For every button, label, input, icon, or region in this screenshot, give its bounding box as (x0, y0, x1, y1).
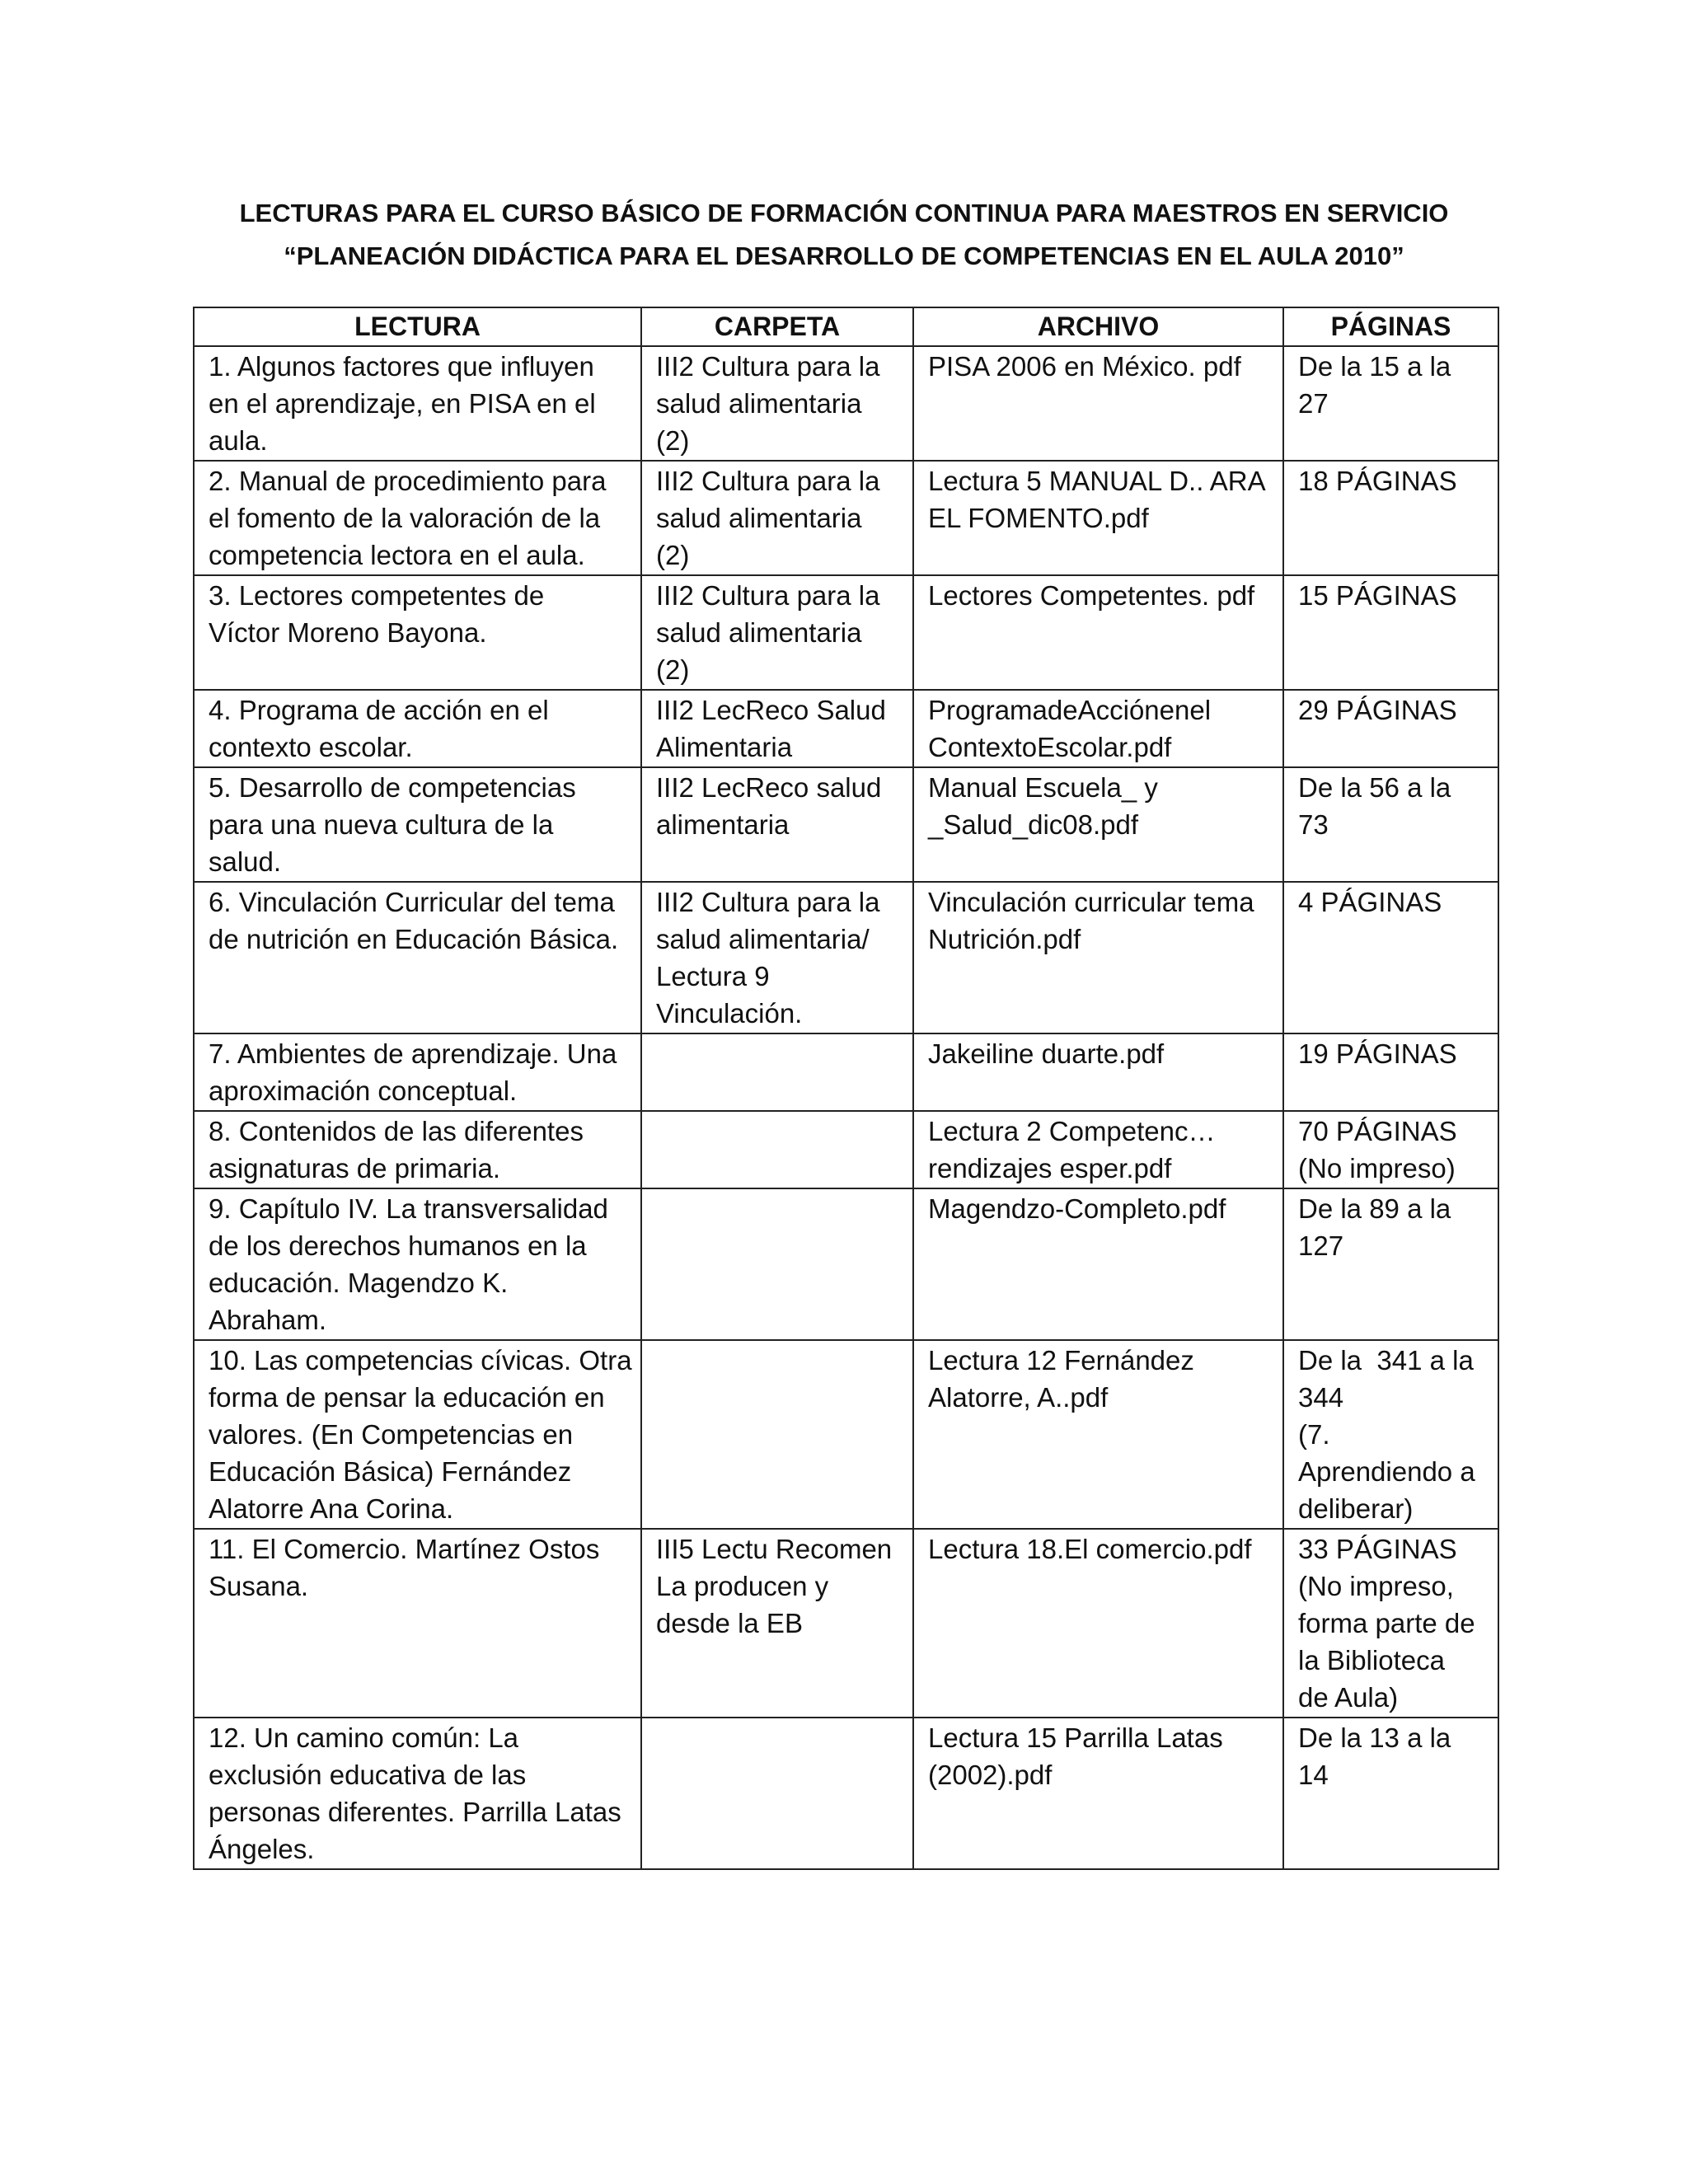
cell-carpeta (641, 1188, 913, 1340)
cell-line: Aprendiendo a (1298, 1456, 1475, 1487)
cell-paginas (1283, 461, 1498, 575)
table-row (194, 461, 1498, 575)
cell-line: 9. Capítulo IV. La transversalidad (209, 1193, 608, 1224)
cell-carpeta (641, 1340, 913, 1529)
cell-lectura (194, 1188, 641, 1340)
cell-line: ProgramadeAcciónenel (928, 695, 1212, 725)
cell-line: contexto escolar. (209, 732, 413, 762)
cell-line: educación. Magendzo K. (209, 1268, 509, 1298)
cell-archivo (913, 1188, 1283, 1340)
readings-table-body (194, 346, 1498, 1869)
cell-line: 344 (1298, 1382, 1344, 1413)
cell-archivo (913, 1718, 1283, 1869)
cell-line: De la 15 a la (1298, 351, 1451, 382)
cell-line: PISA 2006 en México. pdf (928, 351, 1241, 382)
cell-line: 5. Desarrollo de competencias (209, 772, 576, 803)
cell-line: la Biblioteca (1298, 1645, 1445, 1675)
cell-archivo (913, 767, 1283, 882)
cell-line: (2) (656, 654, 690, 685)
cell-archivo (913, 1033, 1283, 1111)
table-row (194, 882, 1498, 1033)
cell-lectura (194, 575, 641, 690)
cell-line: Alatorre, A..pdf (928, 1382, 1109, 1413)
cell-line: 8. Contenidos de las diferentes (209, 1116, 584, 1146)
cell-line: Susana. (209, 1571, 309, 1601)
cell-line: Magendzo-Completo.pdf (928, 1193, 1226, 1224)
cell-line: salud alimentaria/ (656, 924, 870, 954)
cell-carpeta (641, 1718, 913, 1869)
cell-archivo (913, 1111, 1283, 1188)
cell-line: Lectura 9 (656, 961, 770, 991)
cell-lectura (194, 1529, 641, 1718)
cell-line: 127 (1298, 1230, 1344, 1261)
cell-line: 70 PÁGINAS (1298, 1116, 1457, 1146)
cell-line: Lectura 2 Competenc… (928, 1116, 1216, 1146)
cell-line: 15 PÁGINAS (1298, 580, 1457, 611)
cell-carpeta (641, 1529, 913, 1718)
cell-paginas (1283, 1033, 1498, 1111)
cell-line: (2) (656, 425, 690, 456)
cell-line: 12. Un camino común: La (209, 1722, 519, 1753)
cell-line: Vinculación. (656, 998, 803, 1029)
cell-line: Lectura 12 Fernández (928, 1345, 1194, 1376)
cell-lectura (194, 1033, 641, 1111)
cell-line: 6. Vinculación Curricular del tema (209, 887, 615, 917)
table-row (194, 1340, 1498, 1529)
cell-paginas (1283, 882, 1498, 1033)
cell-line: III2 LecReco salud (656, 772, 882, 803)
cell-line: aula. (209, 425, 268, 456)
cell-line: Lectura 15 Parrilla Latas (928, 1722, 1223, 1753)
cell-line: (No impreso) (1298, 1153, 1456, 1183)
cell-carpeta (641, 1033, 913, 1111)
cell-paginas (1283, 690, 1498, 767)
cell-line: rendizajes esper.pdf (928, 1153, 1172, 1183)
cell-line: salud alimentaria (656, 617, 862, 648)
cell-line: III2 Cultura para la (656, 351, 880, 382)
table-row (194, 1188, 1498, 1340)
cell-line: 33 PÁGINAS (1298, 1534, 1457, 1564)
cell-carpeta (641, 882, 913, 1033)
cell-carpeta (641, 690, 913, 767)
header-row (194, 307, 1498, 346)
cell-line: III2 Cultura para la (656, 580, 880, 611)
cell-line: (7. (1298, 1419, 1330, 1450)
cell-line: Abraham. (209, 1305, 327, 1335)
cell-line: Manual Escuela_ y (928, 772, 1158, 803)
table-row (194, 1529, 1498, 1718)
cell-lectura (194, 1111, 641, 1188)
cell-carpeta (641, 461, 913, 575)
cell-line: III2 LecReco Salud (656, 695, 886, 725)
cell-paginas (1283, 1718, 1498, 1869)
cell-lectura (194, 346, 641, 461)
cell-line: en el aprendizaje, en PISA en el (209, 388, 596, 419)
cell-line: III2 Cultura para la (656, 466, 880, 496)
cell-carpeta (641, 575, 913, 690)
cell-line: III5 Lectu Recomen (656, 1534, 893, 1564)
cell-line: valores. (En Competencias en (209, 1419, 574, 1450)
cell-line: forma de pensar la educación en (209, 1382, 605, 1413)
cell-line: de nutrición en Educación Básica. (209, 924, 619, 954)
column-header-archivo: ARCHIVO (913, 307, 1283, 346)
readings-table (193, 307, 1499, 1870)
cell-lectura (194, 882, 641, 1033)
cell-line: forma parte de (1298, 1608, 1475, 1638)
cell-line: Vinculación curricular tema (928, 887, 1254, 917)
cell-line: 29 PÁGINAS (1298, 695, 1457, 725)
table-row (194, 767, 1498, 882)
cell-line: de los derechos humanos en la (209, 1230, 587, 1261)
cell-lectura (194, 1718, 641, 1869)
cell-carpeta (641, 767, 913, 882)
cell-archivo (913, 690, 1283, 767)
cell-line: Lectura 18.El comercio.pdf (928, 1534, 1252, 1564)
table-row (194, 1111, 1498, 1188)
cell-line: Nutrición.pdf (928, 924, 1081, 954)
cell-line: 14 (1298, 1760, 1329, 1790)
cell-line: (2002).pdf (928, 1760, 1053, 1790)
cell-line: Educación Básica) Fernández (209, 1456, 572, 1487)
cell-line: salud alimentaria (656, 503, 862, 533)
cell-line: (No impreso, (1298, 1571, 1454, 1601)
cell-line: asignaturas de primaria. (209, 1153, 501, 1183)
document-title-line-2: “PLANEACIÓN DIDÁCTICA PARA EL DESARROLLO DE COMPETENCIAS EN EL AULA 2010” (284, 241, 1404, 270)
cell-line: 2. Manual de procedimiento para (209, 466, 607, 496)
table-row (194, 1718, 1498, 1869)
column-header-lectura: LECTURA (194, 307, 641, 346)
cell-archivo (913, 1529, 1283, 1718)
cell-lectura (194, 767, 641, 882)
document-title-line-1: LECTURAS PARA EL CURSO BÁSICO DE FORMACIÓN CONTINUA PARA MAESTROS EN SERVICIO (239, 199, 1449, 227)
cell-line: 3. Lectores competentes de (209, 580, 545, 611)
cell-paginas (1283, 575, 1498, 690)
cell-line: exclusión educativa de las (209, 1760, 527, 1790)
cell-archivo (913, 1340, 1283, 1529)
cell-line: competencia lectora en el aula. (209, 540, 585, 570)
cell-carpeta (641, 1111, 913, 1188)
cell-lectura (194, 690, 641, 767)
cell-line: Ángeles. (209, 1834, 315, 1864)
table-row (194, 346, 1498, 461)
cell-line: III2 Cultura para la (656, 887, 880, 917)
cell-line: _Salud_dic08.pdf (928, 809, 1139, 840)
cell-line: (2) (656, 540, 690, 570)
cell-line: De la 13 a la (1298, 1722, 1451, 1753)
column-header-carpeta: CARPETA (641, 307, 913, 346)
cell-lectura (194, 1340, 641, 1529)
cell-line: personas diferentes. Parrilla Latas (209, 1797, 621, 1827)
cell-paginas (1283, 1529, 1498, 1718)
cell-line: 11. El Comercio. Martínez Ostos (209, 1534, 600, 1564)
cell-line: 4 PÁGINAS (1298, 887, 1442, 917)
cell-line: 4. Programa de acción en el (209, 695, 549, 725)
cell-paginas (1283, 346, 1498, 461)
cell-line: 7. Ambientes de aprendizaje. Una (209, 1038, 617, 1069)
cell-archivo (913, 346, 1283, 461)
cell-line: 18 PÁGINAS (1298, 466, 1457, 496)
cell-line: 10. Las competencias cívicas. Otra (209, 1345, 632, 1376)
cell-line: Alatorre Ana Corina. (209, 1493, 454, 1524)
cell-line: salud alimentaria (656, 388, 862, 419)
cell-line: el fomento de la valoración de la (209, 503, 601, 533)
cell-paginas (1283, 767, 1498, 882)
cell-line: De la 341 a la (1298, 1345, 1474, 1376)
cell-paginas (1283, 1188, 1498, 1340)
cell-line: aproximación conceptual. (209, 1076, 518, 1106)
cell-line: Lectores Competentes. pdf (928, 580, 1255, 611)
cell-line: 19 PÁGINAS (1298, 1038, 1457, 1069)
cell-archivo (913, 882, 1283, 1033)
table-row (194, 575, 1498, 690)
cell-line: EL FOMENTO.pdf (928, 503, 1149, 533)
cell-line: De la 89 a la (1298, 1193, 1451, 1224)
table-row (194, 1033, 1498, 1111)
cell-line: para una nueva cultura de la (209, 809, 554, 840)
cell-carpeta (641, 346, 913, 461)
cell-line: 73 (1298, 809, 1329, 840)
cell-line: deliberar) (1298, 1493, 1414, 1524)
cell-archivo (913, 461, 1283, 575)
cell-line: alimentaria (656, 809, 790, 840)
cell-line: Lectura 5 MANUAL D.. ARA (928, 466, 1266, 496)
cell-archivo (913, 575, 1283, 690)
cell-line: Jakeiline duarte.pdf (928, 1038, 1165, 1069)
cell-line: desde la EB (656, 1608, 803, 1638)
cell-line: Víctor Moreno Bayona. (209, 617, 487, 648)
cell-line: de Aula) (1298, 1682, 1399, 1713)
cell-line: Alimentaria (656, 732, 793, 762)
cell-paginas (1283, 1111, 1498, 1188)
cell-line: 27 (1298, 388, 1329, 419)
cell-line: De la 56 a la (1298, 772, 1451, 803)
cell-paginas (1283, 1340, 1498, 1529)
table-row (194, 690, 1498, 767)
cell-lectura (194, 461, 641, 575)
cell-line: salud. (209, 846, 282, 877)
cell-line: 1. Algunos factores que influyen (209, 351, 594, 382)
cell-line: ContextoEscolar.pdf (928, 732, 1172, 762)
readings-table-header (194, 307, 1498, 346)
column-header-paginas: PÁGINAS (1283, 307, 1498, 346)
cell-line: La producen y (656, 1571, 829, 1601)
